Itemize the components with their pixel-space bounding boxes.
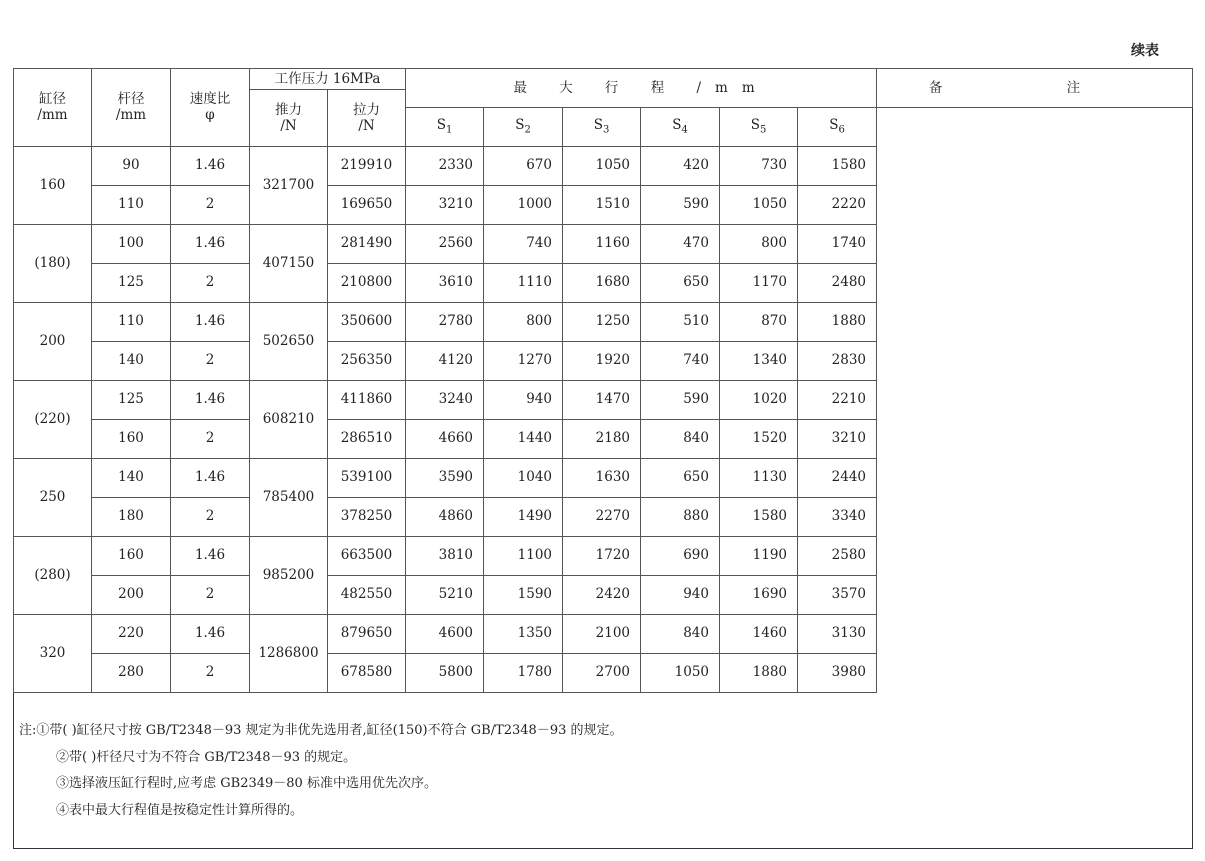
stroke-cell-s1: 2330 (406, 146, 484, 185)
stroke-cell-s3: 2100 (563, 614, 641, 653)
pull-cell: 281490 (328, 224, 406, 263)
stroke-cell-s2: 940 (484, 380, 563, 419)
pull-cell: 286510 (328, 419, 406, 458)
stroke-cell-s4: 840 (641, 614, 720, 653)
stroke-cell-s6: 3130 (798, 614, 877, 653)
pull-cell: 219910 (328, 146, 406, 185)
stroke-cell-s3: 1050 (563, 146, 641, 185)
stroke-cell-s1: 3590 (406, 458, 484, 497)
stroke-cell-s4: 650 (641, 458, 720, 497)
stroke-cell-s1: 3610 (406, 263, 484, 302)
header-push: 推力 /N (250, 90, 328, 147)
stroke-cell-s6: 3210 (798, 419, 877, 458)
table-row (14, 146, 1193, 185)
header-stroke-s2: $S_2$ (484, 108, 563, 147)
pull-cell: 378250 (328, 497, 406, 536)
header-stroke-s6: $S_6$ (798, 108, 877, 147)
stroke-cell-s5: 730 (720, 146, 798, 185)
header-pull: 拉力 /N (328, 90, 406, 147)
stroke-cell-s6: 3570 (798, 575, 877, 614)
header-stroke-s4: $S_4$ (641, 108, 720, 147)
stroke-cell-s5: 1460 (720, 614, 798, 653)
stroke-cell-s3: 1720 (563, 536, 641, 575)
ratio-cell: 2 (171, 341, 250, 380)
header-bore: 缸径 /mm (14, 69, 92, 147)
stroke-cell-s2: 1490 (484, 497, 563, 536)
stroke-cell-s4: 690 (641, 536, 720, 575)
stroke-cell-s2: 1000 (484, 185, 563, 224)
stroke-cell-s4: 510 (641, 302, 720, 341)
rod-cell: 100 (92, 224, 171, 263)
table-row (14, 497, 1193, 536)
stroke-cell-s5: 1190 (720, 536, 798, 575)
ratio-cell: 1.46 (171, 380, 250, 419)
pull-cell: 879650 (328, 614, 406, 653)
stroke-cell-s3: 2700 (563, 653, 641, 692)
note-1: 注:①带( )缸径尺寸按 GB/T2348－93 规定为非优先选用者,缸径(150)不符合 GB/T2348－93 的规定。 (19, 723, 623, 738)
stroke-cell-s5: 1580 (720, 497, 798, 536)
note-2: ②带( )杆径尺寸为不符合 GB/T2348－93 的规定。 (56, 749, 357, 765)
pull-cell: 411860 (328, 380, 406, 419)
bore-cell: 160 (14, 146, 92, 224)
bore-cell: (280) (14, 536, 92, 614)
ratio-cell: 2 (171, 419, 250, 458)
note-4: ④表中最大行程值是按稳定性计算所得的。 (56, 802, 304, 818)
rod-cell: 280 (92, 653, 171, 692)
ratio-cell: 2 (171, 185, 250, 224)
bore-cell: 320 (14, 614, 92, 692)
table-row (14, 575, 1193, 614)
stroke-cell-s2: 1440 (484, 419, 563, 458)
push-cell: 985200 (250, 536, 328, 614)
rod-cell: 125 (92, 263, 171, 302)
stroke-cell-s4: 940 (641, 575, 720, 614)
header-remark: 备 注 (877, 69, 1193, 108)
table-row (14, 341, 1193, 380)
push-cell: 1286800 (250, 614, 328, 692)
table-row (14, 653, 1193, 692)
rod-cell: 200 (92, 575, 171, 614)
stroke-cell-s1: 4600 (406, 614, 484, 653)
header-pressure-group: 工作压力 16MPa (250, 69, 406, 90)
rod-cell: 110 (92, 185, 171, 224)
stroke-cell-s5: 1340 (720, 341, 798, 380)
remark-cell (877, 108, 1193, 147)
stroke-cell-s4: 650 (641, 263, 720, 302)
stroke-cell-s6: 2440 (798, 458, 877, 497)
pull-cell: 678580 (328, 653, 406, 692)
pull-cell: 350600 (328, 302, 406, 341)
rod-cell: 140 (92, 458, 171, 497)
stroke-cell-s6: 2220 (798, 185, 877, 224)
stroke-cell-s3: 1510 (563, 185, 641, 224)
ratio-cell: 1.46 (171, 458, 250, 497)
stroke-cell-s6: 2210 (798, 380, 877, 419)
stroke-cell-s5: 1170 (720, 263, 798, 302)
pull-cell: 482550 (328, 575, 406, 614)
stroke-cell-s5: 1130 (720, 458, 798, 497)
stroke-cell-s3: 1630 (563, 458, 641, 497)
push-cell: 608210 (250, 380, 328, 458)
stroke-cell-s2: 1590 (484, 575, 563, 614)
rod-cell: 160 (92, 419, 171, 458)
stroke-cell-s1: 2780 (406, 302, 484, 341)
stroke-cell-s4: 840 (641, 419, 720, 458)
table-row (14, 419, 1193, 458)
notes (19, 718, 623, 824)
stroke-cell-s2: 1040 (484, 458, 563, 497)
continued-label: 续表 (1131, 43, 1159, 59)
push-cell: 407150 (250, 224, 328, 302)
stroke-cell-s1: 3210 (406, 185, 484, 224)
bore-cell: 250 (14, 458, 92, 536)
push-cell: 321700 (250, 146, 328, 224)
ratio-cell: 1.46 (171, 224, 250, 263)
stroke-cell-s4: 590 (641, 185, 720, 224)
stroke-cell-s5: 1690 (720, 575, 798, 614)
stroke-cell-s5: 1880 (720, 653, 798, 692)
stroke-cell-s4: 880 (641, 497, 720, 536)
stroke-cell-s1: 3810 (406, 536, 484, 575)
stroke-cell-s3: 2180 (563, 419, 641, 458)
rod-cell: 180 (92, 497, 171, 536)
hydraulic-cylinder-table (13, 68, 1193, 693)
stroke-cell-s1: 4120 (406, 341, 484, 380)
ratio-cell: 2 (171, 575, 250, 614)
stroke-cell-s6: 2480 (798, 263, 877, 302)
stroke-cell-s6: 1880 (798, 302, 877, 341)
pull-cell: 169650 (328, 185, 406, 224)
stroke-cell-s2: 1350 (484, 614, 563, 653)
stroke-cell-s3: 1160 (563, 224, 641, 263)
stroke-cell-s5: 1020 (720, 380, 798, 419)
bore-cell: (220) (14, 380, 92, 458)
header-stroke-s1: $S_1$ (406, 108, 484, 147)
stroke-cell-s5: 1520 (720, 419, 798, 458)
stroke-cell-s4: 470 (641, 224, 720, 263)
ratio-cell: 2 (171, 497, 250, 536)
header-rod: 杆径 /mm (92, 69, 171, 147)
stroke-cell-s6: 2830 (798, 341, 877, 380)
rod-cell: 125 (92, 380, 171, 419)
stroke-cell-s6: 1740 (798, 224, 877, 263)
bore-cell: 200 (14, 302, 92, 380)
stroke-cell-s1: 3240 (406, 380, 484, 419)
header-stroke-s3: $S_3$ (563, 108, 641, 147)
push-cell: 502650 (250, 302, 328, 380)
table-row (14, 302, 1193, 341)
stroke-cell-s6: 3340 (798, 497, 877, 536)
table-row (14, 263, 1193, 302)
rod-cell: 140 (92, 341, 171, 380)
stroke-cell-s1: 4660 (406, 419, 484, 458)
header-stroke-group: 最 大 行 程 /mm (406, 69, 877, 108)
stroke-cell-s2: 740 (484, 224, 563, 263)
table-row (14, 380, 1193, 419)
stroke-cell-s3: 1470 (563, 380, 641, 419)
stroke-cell-s4: 740 (641, 341, 720, 380)
ratio-cell: 1.46 (171, 146, 250, 185)
rod-cell: 90 (92, 146, 171, 185)
rod-cell: 110 (92, 302, 171, 341)
rod-cell: 220 (92, 614, 171, 653)
bore-cell: (180) (14, 224, 92, 302)
header-stroke-s5: $S_5$ (720, 108, 798, 147)
header-speed-ratio: 速度比 φ (171, 69, 250, 147)
stroke-cell-s4: 590 (641, 380, 720, 419)
push-cell: 785400 (250, 458, 328, 536)
pull-cell: 539100 (328, 458, 406, 497)
stroke-cell-s1: 5210 (406, 575, 484, 614)
stroke-cell-s4: 420 (641, 146, 720, 185)
stroke-cell-s1: 2560 (406, 224, 484, 263)
pull-cell: 256350 (328, 341, 406, 380)
ratio-cell: 2 (171, 653, 250, 692)
table-row (14, 614, 1193, 653)
stroke-cell-s6: 3980 (798, 653, 877, 692)
stroke-cell-s3: 1250 (563, 302, 641, 341)
pull-cell: 663500 (328, 536, 406, 575)
stroke-cell-s3: 2270 (563, 497, 641, 536)
table-row (14, 536, 1193, 575)
stroke-cell-s3: 1920 (563, 341, 641, 380)
rod-cell: 160 (92, 536, 171, 575)
note-3: ③选择液压缸行程时,应考虑 GB2349－80 标准中选用优先次序。 (56, 776, 437, 791)
stroke-cell-s3: 1680 (563, 263, 641, 302)
table-row (14, 224, 1193, 263)
stroke-cell-s5: 1050 (720, 185, 798, 224)
stroke-cell-s5: 870 (720, 302, 798, 341)
stroke-cell-s2: 1270 (484, 341, 563, 380)
stroke-cell-s2: 670 (484, 146, 563, 185)
stroke-cell-s2: 1100 (484, 536, 563, 575)
ratio-cell: 2 (171, 263, 250, 302)
stroke-cell-s3: 2420 (563, 575, 641, 614)
stroke-cell-s2: 800 (484, 302, 563, 341)
stroke-cell-s6: 2580 (798, 536, 877, 575)
pull-cell: 210800 (328, 263, 406, 302)
stroke-cell-s4: 1050 (641, 653, 720, 692)
table-row (14, 185, 1193, 224)
stroke-cell-s5: 800 (720, 224, 798, 263)
stroke-cell-s6: 1580 (798, 146, 877, 185)
table-row (14, 458, 1193, 497)
stroke-cell-s1: 4860 (406, 497, 484, 536)
ratio-cell: 1.46 (171, 302, 250, 341)
stroke-cell-s2: 1110 (484, 263, 563, 302)
stroke-cell-s1: 5800 (406, 653, 484, 692)
stroke-cell-s2: 1780 (484, 653, 563, 692)
ratio-cell: 1.46 (171, 614, 250, 653)
ratio-cell: 1.46 (171, 536, 250, 575)
